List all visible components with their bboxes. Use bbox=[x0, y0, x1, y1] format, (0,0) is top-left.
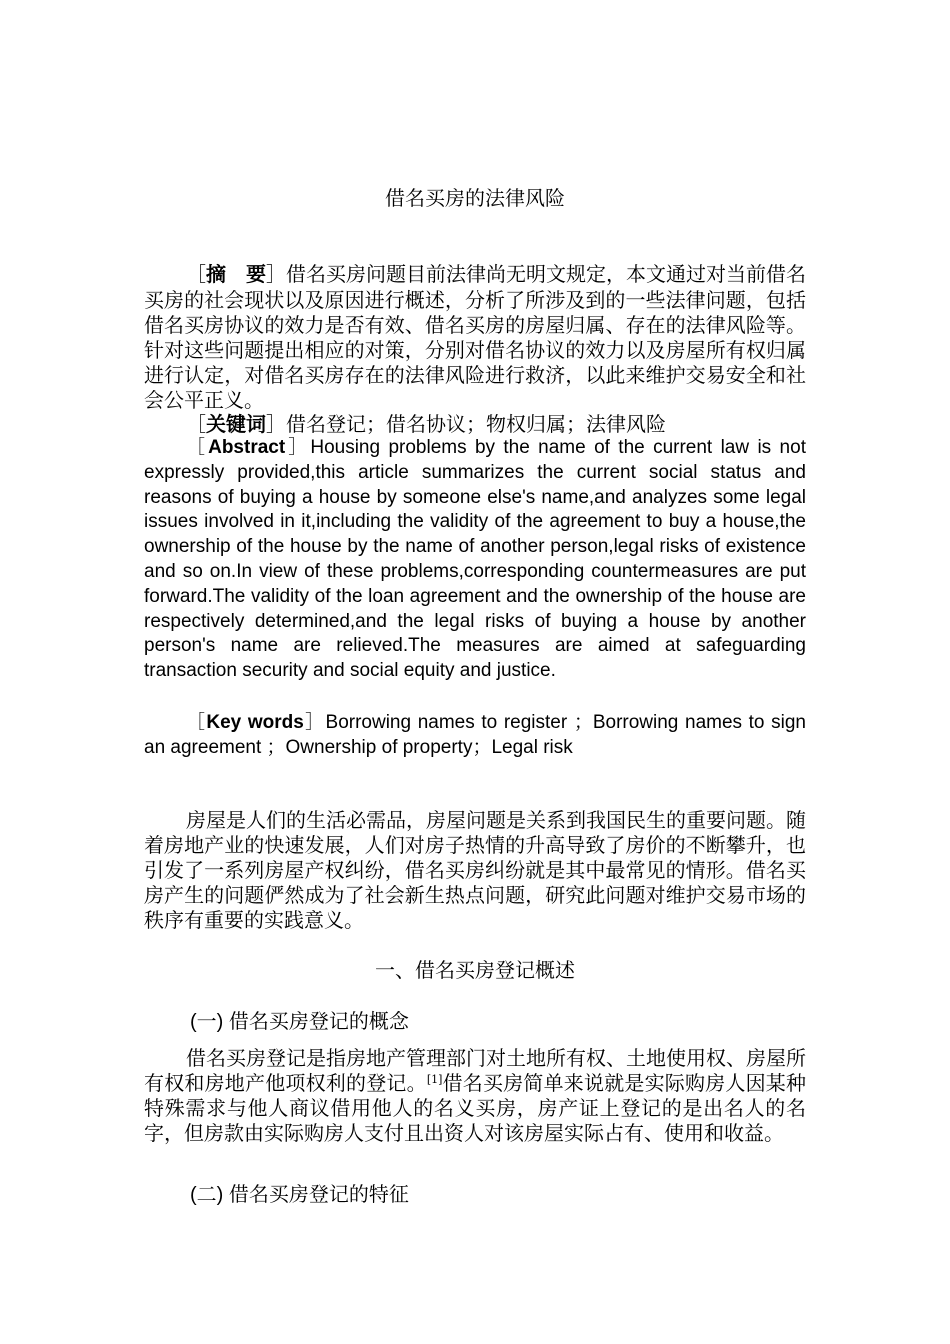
bracket-open: ［ bbox=[186, 437, 209, 458]
bracket-close: ］ bbox=[285, 437, 311, 458]
abstract-chinese bbox=[144, 262, 806, 413]
concept-text-1: 借名买房登记是指房地产管理部门对土地所有权、土地使用权、房屋所有权和房地产他项权利的登记。 bbox=[144, 1046, 806, 1095]
bracket-open: ［ bbox=[186, 412, 206, 436]
section-heading: 一、借名买房登记概述 bbox=[375, 960, 575, 982]
bracket-close: ］ bbox=[266, 412, 286, 436]
intro-paragraph: 房屋是人们的生活必需品，房屋问题是关系到我国民生的重要问题。随着房地产业的快速发展，人们对房子热情的升高导致了房价的不断攀升，也引发了一系列房屋产权纠纷，借名买房纠纷就是其中最常见的情形。借名买房产生的问题俨然成为了社会新生热点问题，研究此问题对维护交易市场的秩序有重要的实践意义。 bbox=[144, 808, 806, 932]
keywords-chinese bbox=[144, 412, 806, 438]
bracket-close: ］ bbox=[303, 712, 326, 733]
abstract-label: 摘 要 bbox=[206, 264, 266, 286]
bracket-open: ［ bbox=[186, 712, 207, 733]
subsection-heading-2: (二) 借名买房登记的特征 bbox=[190, 1184, 409, 1206]
keywords-label: 关键词 bbox=[206, 414, 266, 436]
bracket-close: ］ bbox=[266, 262, 286, 286]
keywords-en-text: Borrowing names to register ；Borrowing names to sign an agreement ；Ownership of property；Legal risk bbox=[144, 712, 806, 758]
keywords-en-label: Key words bbox=[206, 712, 304, 733]
keywords-english bbox=[144, 710, 806, 760]
subsection-heading-1: (一) 借名买房登记的概念 bbox=[190, 1011, 409, 1033]
concept-text-2: 借名买房简单来说就是实际购房人因某种特殊需求与他人商议借用他人的名义买房，房产证上登记的是出名人的名字，但房款由实际购房人支付且出资人对该房屋实际占有、使用和收益。 bbox=[144, 1071, 807, 1145]
abstract-en-label: Abstract bbox=[208, 437, 286, 458]
abstract-english bbox=[144, 436, 806, 684]
keywords-text: 借名登记；借名协议；物权归属；法律风险 bbox=[286, 412, 666, 436]
paper-title: 借名买房的法律风险 bbox=[385, 188, 565, 210]
abstract-text: 借名买房问题目前法律尚无明文规定，本文通过对当前借名买房的社会现状以及原因进行概述，分析了所涉及到的一些法律问题，包括借名买房协议的效力是否有效、借名买房的房屋归属、存在的法律风险等。针对这些问题提出相应的对策，分别对借名协议的效力以及房屋所有权归属进行认定，对借名买房存在的法律风险进行救济，以此来维护交易安全和社会公平正义。 bbox=[144, 262, 806, 412]
bracket-open: ［ bbox=[186, 262, 206, 286]
citation-ref[interactable]: [1] bbox=[426, 1073, 443, 1086]
concept-paragraph bbox=[144, 1046, 806, 1146]
abstract-en-text: Housing problems by the name of the current law is not expressly provided,this article summarizes the current social status and reasons of buying a house by someone else's name,and analyzes some legal issues involved in it,including the validity of the agreement to buy a house,the ownership of the house by the name of another person,legal risks of existence and so on.In view of these problems,corresponding countermeasures are put forward.The validity of the loan agreement and the ownership of the house are respectively determined,and the legal risks of buying a house by another person's name are relieved.The measures are aimed at safeguarding transaction security and social equity and justice. bbox=[144, 437, 806, 682]
